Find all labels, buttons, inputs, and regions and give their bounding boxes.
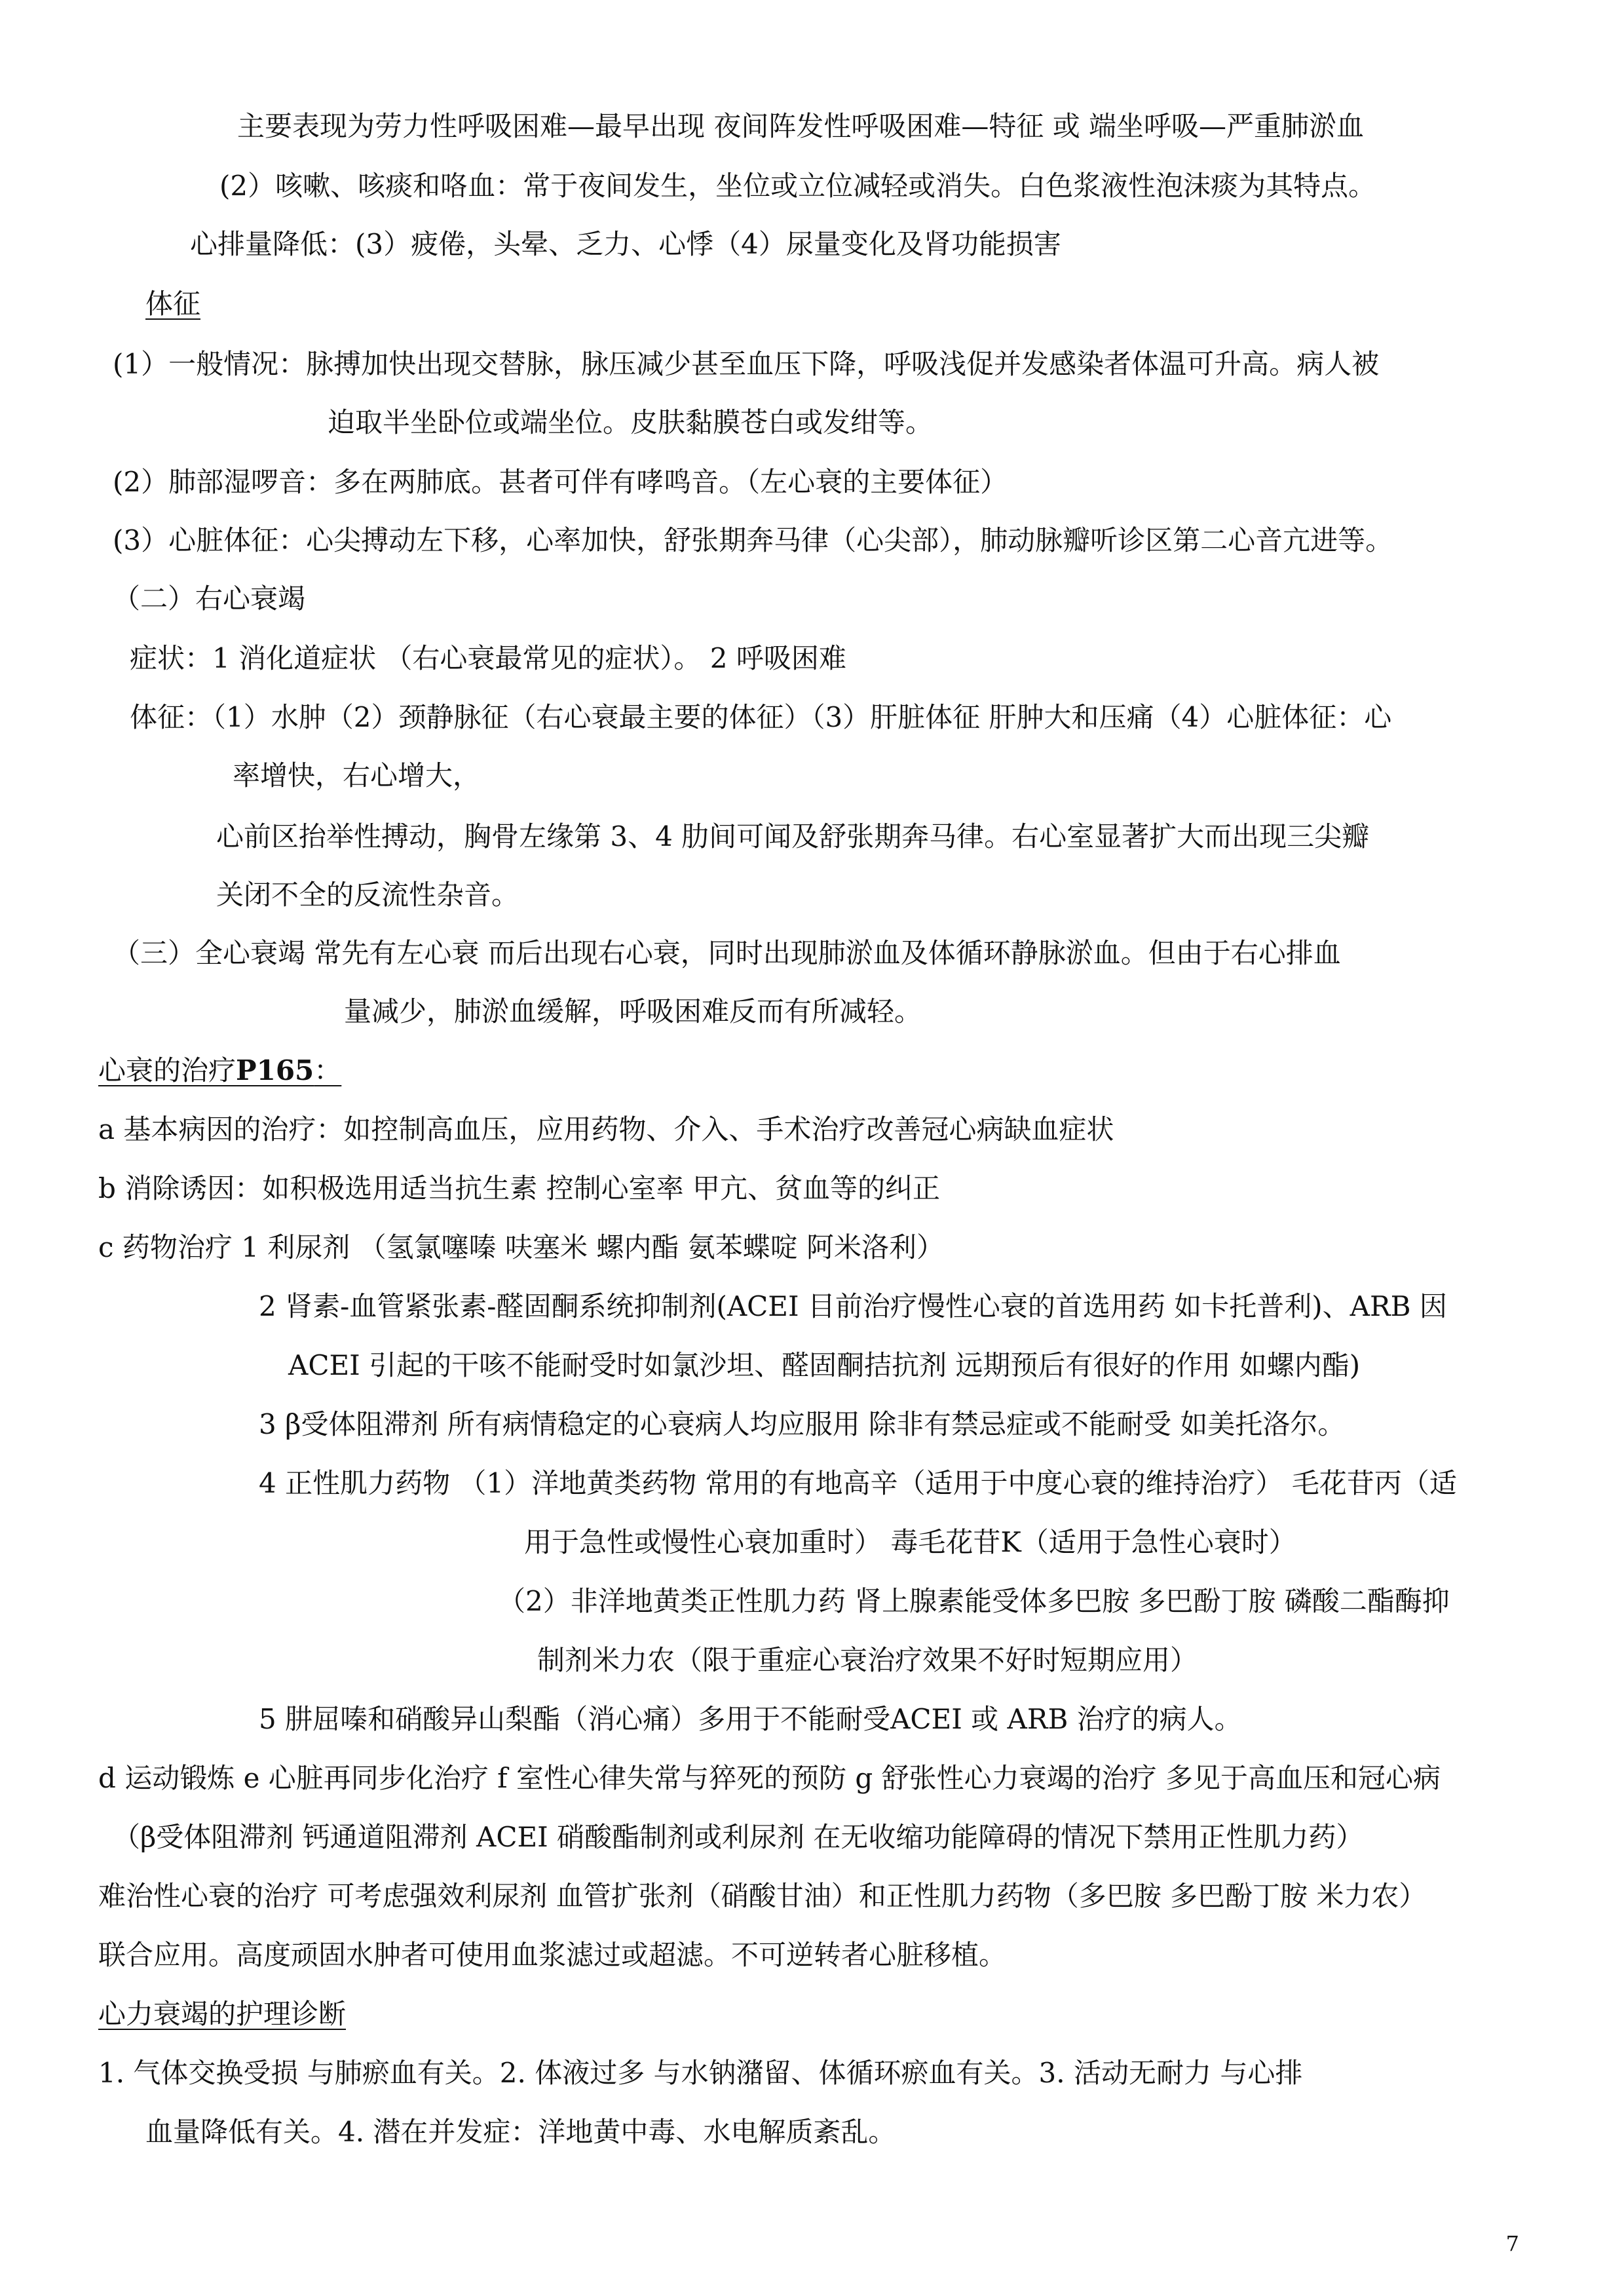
text-line: 制剂米力农（限于重症心衰治疗效果不好时短期应用） — [537, 1644, 1198, 1676]
section-heading: 心力衰竭的护理诊断 — [98, 1998, 347, 2030]
text-line: (3）心脏体征：心尖搏动左下移，心率加快，舒张期奔马律（心尖部），肺动脉瓣听诊区第二心音亢进等。 — [113, 524, 1393, 556]
text-line: d 运动锻炼 e 心脏再同步化治疗 f 室性心律失常与猝死的预防 g 舒张性心力衰竭的治疗 多见于高血压和冠心病 — [98, 1762, 1441, 1794]
section-heading — [98, 1052, 341, 1089]
text-line: 用于急性或慢性心衰加重时） 毒毛花苷K（适用于急性心衰时） — [524, 1526, 1296, 1558]
text-line: 2 肾素-血管紧张素-醛固酮系统抑制剂(ACEI 目前治疗慢性心衰的首选用药 如卡托普利)、ARB 因 — [259, 1290, 1447, 1322]
heading-text: 心衰的治疗 — [98, 1054, 236, 1086]
subsection-heading: （二）右心衰竭 — [113, 583, 306, 615]
page-number: 7 — [1505, 2231, 1519, 2256]
text-line: 迫取半坐卧位或端坐位。皮肤黏膜苍白或发绀等。 — [328, 406, 934, 438]
text-line: （2）非洋地黄类正性肌力药 肾上腺素能受体多巴胺 多巴酚丁胺 磷酸二酯酶抑 — [498, 1585, 1450, 1617]
text-line: 1. 气体交换受损 与肺瘀血有关。2. 体液过多 与水钠潴留、体循环瘀血有关。3. 活动无耐力 与心排 — [98, 2057, 1303, 2089]
text-line: b 消除诱因：如积极选用适当抗生素 控制心室率 甲亢、贫血等的纠正 — [98, 1172, 940, 1204]
text-line: c 药物治疗 1 利尿剂 （氢氯噻嗪 呋塞米 螺内酯 氨苯蝶啶 阿米洛利） — [98, 1231, 945, 1263]
text-line: 难治性心衰的治疗 可考虑强效利尿剂 血管扩张剂（硝酸甘油）和正性肌力药物（多巴胺 多巴酚丁胺 米力农） — [98, 1880, 1427, 1912]
text-line: 关闭不全的反流性杂音。 — [216, 879, 519, 911]
heading-colon: ： — [314, 1054, 342, 1086]
page-reference: P165 — [236, 1054, 314, 1086]
text-line: 体征：（1）水肿（2）颈静脉征（右心衰最主要的体征）（3）肝脏体征 肝肿大和压痛（4）心脏体征：心 — [130, 701, 1392, 733]
text-line: (2）肺部湿啰音：多在两肺底。甚者可伴有哮鸣音。（左心衰的主要体征） — [113, 466, 1008, 498]
text-line: (1）一般情况：脉搏加快出现交替脉，脉压减少甚至血压下降，呼吸浅促并发感染者体温可升高。病人被 — [113, 348, 1380, 380]
section-heading: 体征 — [145, 288, 201, 320]
text-line: （β受体阻滞剂 钙通道阻滞剂 ACEI 硝酸酯制剂或利尿剂 在无收缩功能障碍的情况下禁用正性肌力药） — [113, 1821, 1364, 1853]
text-line: 心前区抬举性搏动，胸骨左缘第 3、4 肋间可闻及舒张期奔马律。右心室显著扩大而出现三尖瓣 — [216, 820, 1370, 852]
text-line: 3 β受体阻滞剂 所有病情稳定的心衰病人均应服用 除非有禁忌症或不能耐受 如美托洛尔。 — [259, 1408, 1346, 1440]
text-line: a 基本病因的治疗：如控制高血压，应用药物、介入、手术治疗改善冠心病缺血症状 — [98, 1113, 1114, 1145]
subsection-heading: （三）全心衰竭 常先有左心衰 而后出现右心衰，同时出现肺淤血及体循环静脉淤血。但由于右心排血 — [113, 937, 1341, 969]
text-line: 血量降低有关。4. 潜在并发症：洋地黄中毒、水电解质紊乱。 — [145, 2116, 896, 2148]
text-line: 量减少，肺淤血缓解，呼吸困难反而有所减轻。 — [344, 995, 922, 1027]
text-line: 心排量降低：(3）疲倦，头晕、乏力、心悸（4）尿量变化及肾功能损害 — [190, 228, 1061, 260]
text-line: 联合应用。高度顽固水肿者可使用血浆滤过或超滤。不可逆转者心脏移植。 — [98, 1939, 1007, 1971]
text-line: (2）咳嗽、咳痰和咯血：常于夜间发生，坐位或立位减轻或消失。白色浆液性泡沫痰为其特点。 — [219, 170, 1376, 202]
text-line: 症状：1 消化道症状 （右心衰最常见的症状）。 2 呼吸困难 — [130, 642, 846, 674]
text-line: 5 肼屈嗪和硝酸异山梨酯（消心痛）多用于不能耐受ACEI 或 ARB 治疗的病人。 — [259, 1703, 1242, 1735]
text-line: 4 正性肌力药物 （1）洋地黄类药物 常用的有地高辛（适用于中度心衰的维持治疗） 毛花苷丙（适 — [259, 1467, 1457, 1499]
text-line: ACEI 引起的干咳不能耐受时如氯沙坦、醛固酮拮抗剂 远期预后有很好的作用 如螺内酯) — [288, 1349, 1361, 1381]
text-line: 率增快，右心增大， — [233, 759, 481, 792]
text-line: 主要表现为劳力性呼吸困难—最早出现 夜间阵发性呼吸困难—特征 或 端坐呼吸—严重肺淤血 — [237, 110, 1365, 142]
